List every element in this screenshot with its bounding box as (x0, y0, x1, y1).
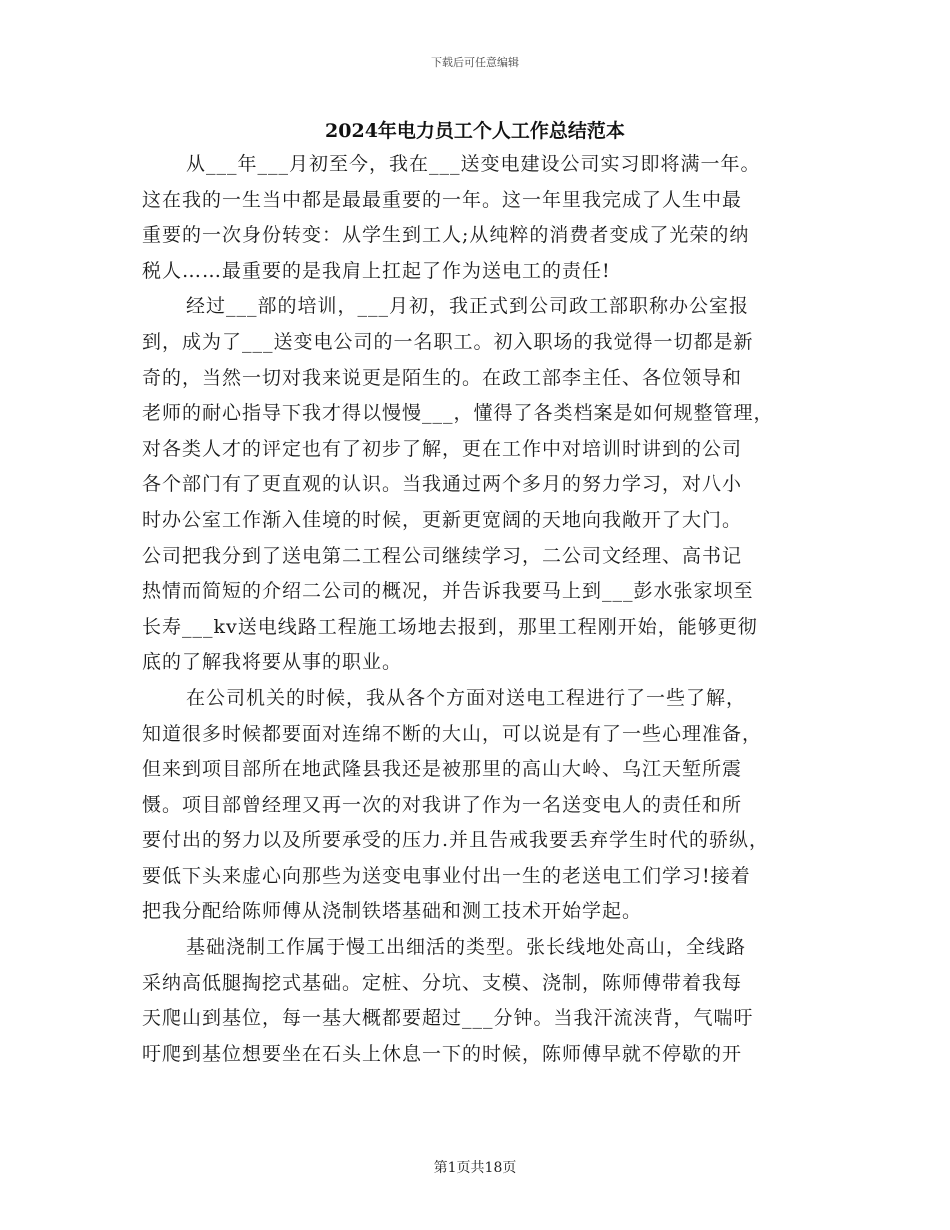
text-line: 这在我的一生当中都是最最重要的一年。这一年里我完成了人生中最 (142, 188, 743, 211)
text-line: 热情而简短的介绍二公司的概况，并告诉我要马上到___彭水张家坝至 (142, 580, 754, 603)
text-line: 到，成为了___送变电公司的一名职工。初入职场的我觉得一切都是新 (142, 330, 754, 353)
text-line: 税人……最重要的是我肩上扛起了作为送电工的责任! (142, 259, 611, 282)
text-line: 天爬山到基位，每一基大概都要超过___分钟。当我汗流浃背，气喘吁 (142, 1007, 754, 1030)
text-line: 要低下头来虚心向那些为送变电事业付出一生的老送电工们学习!接着 (142, 864, 751, 887)
text-line: 重要的一次身份转变：从学生到工人;从纯粹的消费者变成了光荣的纳 (142, 224, 750, 247)
text-line: 各个部门有了更直观的认识。当我通过两个多月的努力学习，对八小 (142, 473, 743, 496)
text-line: 经过___部的培训，___月初，我正式到公司政工部职称办公室报 (186, 295, 750, 318)
text-line: 老师的耐心指导下我才得以慢慢___，懂得了各类档案是如何规整管理， (142, 402, 774, 425)
text-line: 长寿___kv送电线路工程施工场地去报到，那里工程刚开始，能够更彻 (142, 615, 758, 638)
text-line: 底的了解我将要从事的职业。 (142, 651, 403, 674)
text-line: 要付出的努力以及所要承受的压力.并且告戒我要丢弃学生时代的骄纵， (142, 829, 770, 852)
text-line: 时办公室工作渐入佳境的时候，更新更宽阔的天地向我敞开了大门。 (142, 508, 743, 531)
document-title: 2024年电力员工个人工作总结范本 (325, 120, 625, 142)
document-body (142, 147, 822, 1072)
text-line: 吁爬到基位想要坐在石头上休息一下的时候，陈师傅早就不停歇的开 (142, 1042, 743, 1065)
text-line: 对各类人才的评定也有了初步了解，更在工作中对培训时讲到的公司 (142, 437, 743, 460)
text-line: 采纳高低腿掏挖式基础。定桩、分坑、支模、浇制，陈师傅带着我每 (142, 971, 743, 994)
page-header: 下载后可任意编辑 (431, 56, 519, 69)
text-line: 奇的，当然一切对我来说更是陌生的。在政工部李主任、各位领导和 (142, 366, 743, 389)
text-line: 慑。项目部曾经理又再一次的对我讲了作为一名送变电人的责任和所 (142, 793, 743, 816)
page-footer: 第1页共18页 (433, 1160, 517, 1176)
text-line: 把我分配给陈师傅从浇制铁塔基础和测工技术开始学起。 (142, 900, 643, 923)
text-line: 知道很多时候都要面对连绵不断的大山，可以说是有了一些心理准备， (142, 722, 763, 745)
text-line: 在公司机关的时候，我从各个方面对送电工程进行了一些了解， (186, 686, 747, 709)
text-line: 公司把我分到了送电第二工程公司继续学习，二公司文经理、高书记 (142, 544, 743, 567)
text-line: 从___年___月初至今，我在___送变电建设公司实习即将满一年。 (186, 153, 761, 175)
text-line: 但来到项目部所在地武隆县我还是被那里的高山大岭、乌江天堑所震 (142, 758, 743, 781)
text-line: 基础浇制工作属于慢工出细活的类型。张长线地处高山，全线路 (186, 936, 747, 959)
